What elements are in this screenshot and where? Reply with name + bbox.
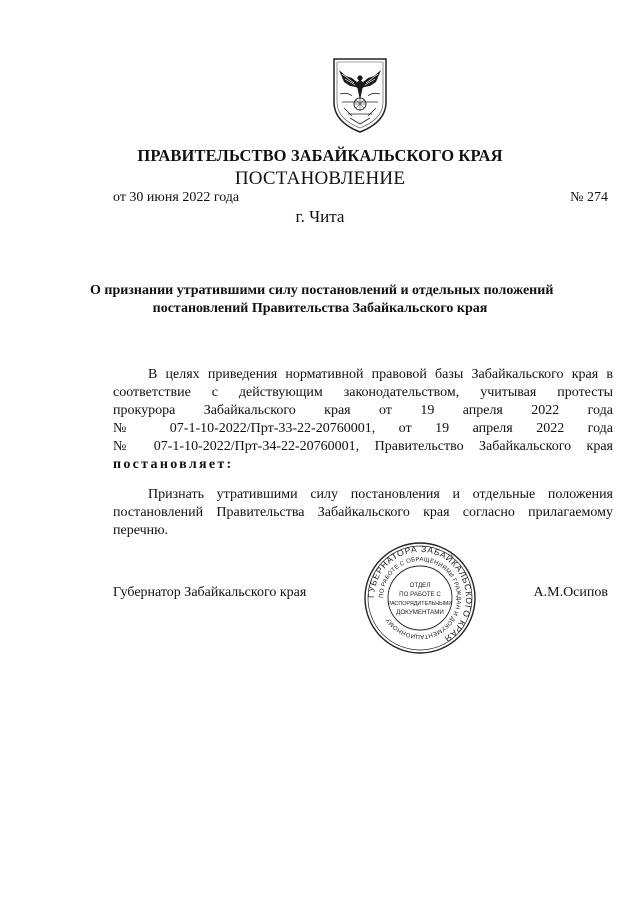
document-subject	[90, 282, 554, 318]
paragraph-line: № 07-1-10-2022/Прт-33-22-20760001, от 19 апреля 2022 года	[113, 421, 613, 436]
zabaykalsky-coat-of-arms-icon	[330, 56, 390, 134]
paragraph-line: В целях приведения нормативной правовой базы Забайкальского края в	[148, 367, 613, 382]
signer-title: Губернатор Забайкальского края	[113, 585, 307, 600]
document-number: № 274	[570, 190, 608, 205]
resolves-word: постановляет:	[113, 457, 234, 472]
document-city: г. Чита	[295, 207, 345, 226]
preamble-paragraph	[113, 366, 613, 474]
paragraph-line: соответствие с действующим законодательством, учитывая протесты	[113, 385, 613, 400]
stamp-inner-ring-text: ПО РАБОТЕ С ОБРАЩЕНИЯМИ ГРАЖДАН И ДОКУМЕНТАЦИОННОМУ	[378, 556, 462, 640]
document-type: ПОСТАНОВЛЕНИЕ	[234, 168, 406, 189]
stamp-outer-ring-text: ГУБЕРНАТОРА ЗАБАЙКАЛЬСКОГО КРАЯ	[365, 543, 475, 645]
paragraph-line: перечню.	[113, 523, 169, 538]
official-round-stamp-icon	[363, 541, 477, 655]
stamp-center-line: ОТДЕЛ	[409, 582, 431, 589]
stamp-center-line: РАСПОРЯДИТЕЛЬНЫМИ	[387, 601, 453, 607]
subject-line: постановлений Правительства Забайкальского края	[152, 301, 488, 316]
subject-line: О признании утратившими силу постановлений и отдельных положений	[90, 283, 554, 298]
stamp-center-line: ДОКУМЕНТАМИ	[396, 609, 444, 616]
paragraph-line: постановлений Правительства Забайкальского края согласно прилагаемому	[113, 505, 613, 520]
government-name: ПРАВИТЕЛЬСТВО ЗАБАЙКАЛЬСКОГО КРАЯ	[137, 146, 503, 165]
operative-paragraph	[113, 486, 613, 540]
paragraph-line: прокурора Забайкальского края от 19 апреля 2022 года	[113, 403, 613, 418]
stamp-center-line: ПО РАБОТЕ С	[399, 591, 441, 598]
signer-name: А.М.Осипов	[533, 585, 608, 600]
paragraph-line: Признать утратившими силу постановления и отдельные положения	[148, 487, 613, 502]
document-date: от 30 июня 2022 года	[113, 190, 240, 205]
svg-text:ПО РАБОТЕ С ОБРАЩЕНИЯМИ ГРАЖДА	[379, 557, 461, 639]
paragraph-line: № 07-1-10-2022/Прт-34-22-20760001, Правительство Забайкальского края	[113, 439, 613, 454]
